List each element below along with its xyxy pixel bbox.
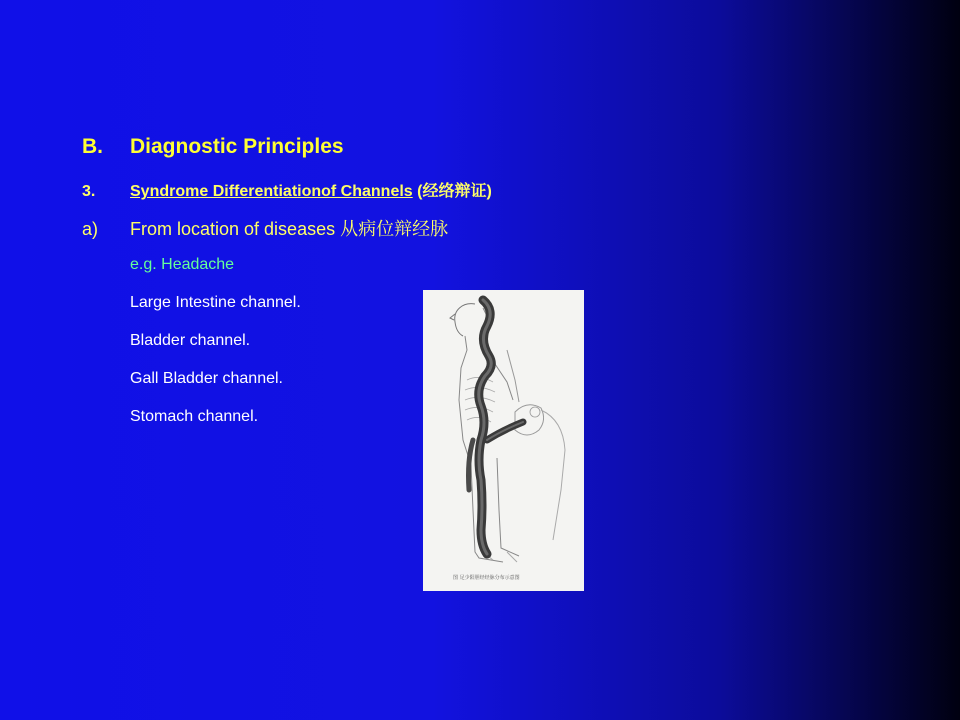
section-heading <box>82 135 344 159</box>
figure-caption: 图 足少阳胆经经脉分布示意图 <box>453 575 520 581</box>
channel-stomach: Stomach channel. <box>130 408 259 425</box>
channel-gall-bladder: Gall Bladder channel. <box>130 370 283 387</box>
example-text: e.g. Headache <box>130 256 235 273</box>
item-a-chinese: 从病位辩经脉 <box>340 219 449 239</box>
subsection-3 <box>82 178 492 201</box>
subsection-3-title: Syndrome Differentiationof Channels <box>130 183 413 200</box>
item-a-text: From location of diseases <box>130 219 336 239</box>
meridian-body-diagram-icon <box>423 290 584 591</box>
channel-bladder: Bladder channel. <box>130 332 251 349</box>
heading-number: B. <box>82 135 103 158</box>
channel-large-intestine: Large Intestine channel. <box>130 294 301 311</box>
subsection-3-number: 3. <box>82 183 96 200</box>
subsection-3-chinese: (经络辩证) <box>417 183 492 200</box>
heading-text: Diagnostic Principles <box>130 135 344 158</box>
meridian-figure <box>423 290 584 591</box>
item-a-number: a) <box>82 219 99 239</box>
item-a <box>82 215 448 241</box>
